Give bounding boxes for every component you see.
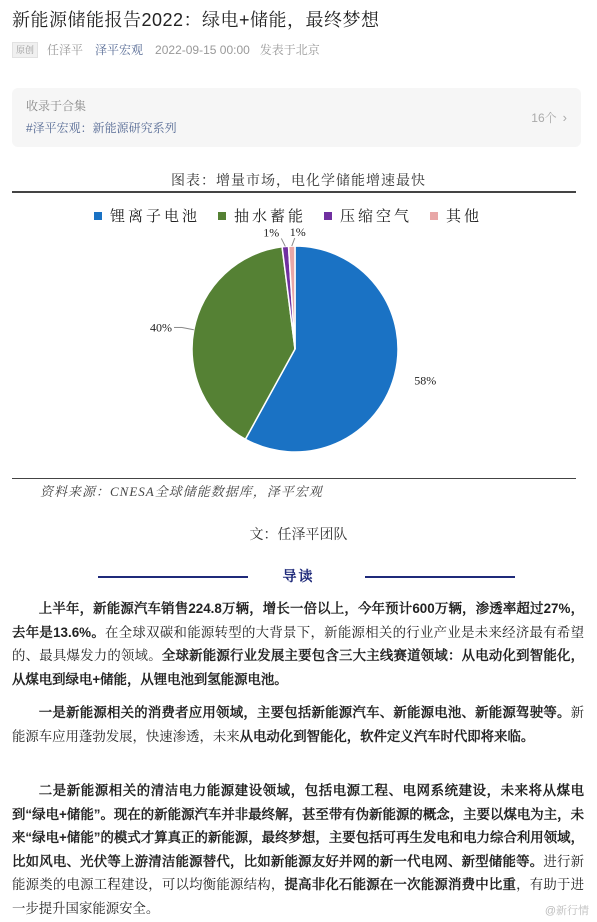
paragraph-run: 进行新能源类的电源工程建设，可以均衡能源结构， <box>12 853 584 892</box>
data-label-0: 58% <box>414 373 437 388</box>
legend-label-0: 锂离子电池 <box>110 209 201 225</box>
leader-line-2 <box>281 238 285 246</box>
paragraph-2 <box>12 701 584 748</box>
paragraph-run: 新能源车应用蓬勃发展，快速渗透，未来 <box>12 705 584 744</box>
paragraph-1 <box>12 597 584 691</box>
legend-label-1: 抽水蓄能 <box>234 209 307 225</box>
watermark: @新行情 <box>544 905 589 917</box>
paragraph-3 <box>12 779 584 920</box>
pie-chart <box>0 225 597 475</box>
paragraph-run: 在全球双碳和能源转型的大背景下，新能源相关的行业产业是未来经济最有希望的、最具爆发力的领域。 <box>12 624 585 663</box>
data-label-3: 1% <box>289 225 306 240</box>
collection-tag[interactable]: #泽平宏观：新能源研究系列 <box>26 121 177 135</box>
leader-line-3 <box>292 238 295 246</box>
chevron-right-icon: › <box>562 110 567 125</box>
paragraph-run: ，有助于进一步提升国家能源安全。 <box>12 877 585 916</box>
figure-caption: 图表：增量市场，电化学储能增速最快 <box>171 174 426 189</box>
data-label-1: 40% <box>150 320 173 335</box>
collection-card[interactable] <box>12 88 581 147</box>
article-title: 新能源储能报告2022：绿电+储能，最终梦想 <box>12 10 380 30</box>
leader-line-1 <box>182 327 194 329</box>
legend-item-3 <box>430 205 482 226</box>
collection-label: 收录于合集 <box>26 99 87 113</box>
data-label-2: 1% <box>263 225 280 240</box>
legend-swatch-0 <box>94 212 102 220</box>
paragraph-run: 提高非化石能源在一次能源消费中比重 <box>284 877 517 892</box>
legend-swatch-1 <box>218 212 226 220</box>
paragraph-run: 从电动化到智能化，软件定义汽车时代即将来临。 <box>239 728 535 744</box>
guide-header <box>0 566 597 586</box>
article-meta <box>12 41 320 58</box>
legend-item-2 <box>324 205 412 226</box>
guide-title: 导读 <box>282 568 315 584</box>
legend-item-0 <box>94 205 200 226</box>
paragraph-run: 全球新能源行业发展主要包含三大主线赛道领域：从电动化到智能化，从煤电到绿电+储能，从锂电池到氢能源电池。 <box>12 648 585 687</box>
author-byline: 文：任泽平团队 <box>249 526 348 542</box>
legend-item-1 <box>218 205 306 226</box>
legend-swatch-2 <box>324 212 332 220</box>
account-link[interactable]: 泽平宏观 <box>95 43 144 57</box>
figure-top-rule <box>12 191 576 193</box>
paragraph-run: 一是新能源相关的消费者应用领域，主要包括新能源汽车、新能源电池、新能源驾驶等。 <box>38 705 571 720</box>
legend-label-2: 压缩空气 <box>340 209 413 225</box>
legend-label-3: 其他 <box>446 209 483 225</box>
author-name: 任泽平 <box>47 43 84 57</box>
figure-source: 资料来源：CNESA全球储能数据库，泽平宏观 <box>40 484 323 499</box>
original-badge: 原创 <box>12 42 38 58</box>
source-rule <box>12 478 576 479</box>
chart-legend <box>94 205 500 226</box>
publish-location: 发表于北京 <box>259 43 320 57</box>
collection-count[interactable] <box>531 109 567 126</box>
publish-date: 2022-09-15 00:00 <box>155 42 250 57</box>
paragraph-run: 上半年，新能源汽车销售224.8万辆，增长一倍以上，今年预计600万辆，渗透率超过27%，去年是13.6%。 <box>12 601 584 640</box>
collection-count-text: 16个 <box>531 111 557 125</box>
legend-swatch-3 <box>430 212 438 220</box>
paragraph-run: 二是新能源相关的清洁电力能源建设领域，包括电源工程、电网系统建设，未来将从煤电到“绿电+储能”。现在的新能源汽车并非最终解，甚至带有伪新能源的概念，主要以煤电为主，未来“绿电+储能”的模式才算真正的新能源，最终梦想，主要包括可再生发电和电力综合利用领域，比如风电、光伏等上游清洁能源替代，比如新能源友好并网的新一代电网、新型储能等。 <box>12 783 584 869</box>
